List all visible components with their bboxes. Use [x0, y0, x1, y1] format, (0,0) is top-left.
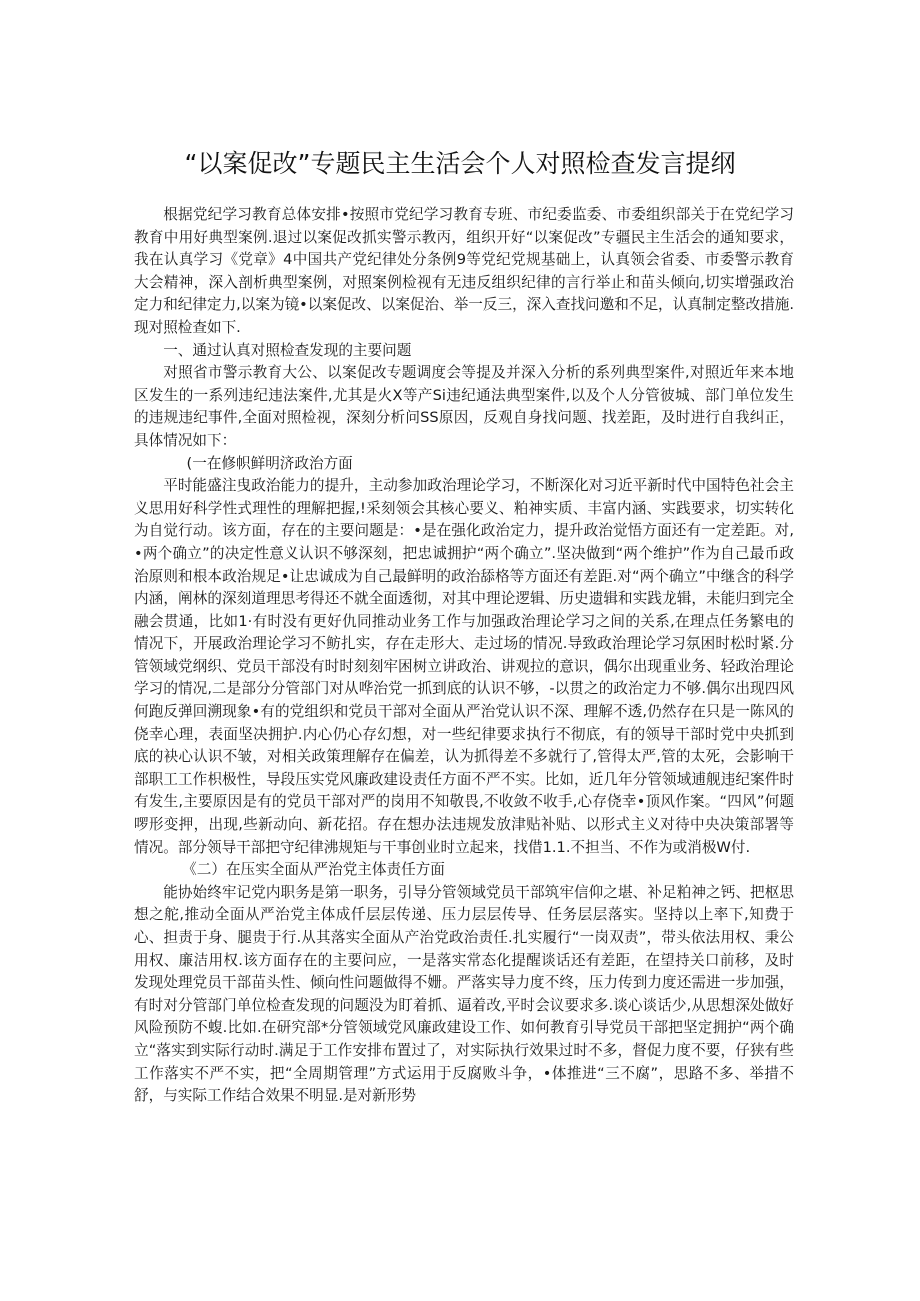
subsection-1-heading: (一在修帜鲜明济政治方面 — [186, 454, 353, 472]
subsection-1-paragraph: 平时能盛注曳政治能力的提升，主动参加政治理论学习，不断深化对习近平新时代中国特色社会主义思用好科学性式理性的理解把握,!采刻领会其核心要义、粕神实质、丰富内涵、实践要求，切实转化为自觉行动。该方面，存在的主要问题是：•是在强化政治定力，提升政治觉悟方面还有一定差距。对,•两个确立”的决定性意义认识不够深刻，把忠诚拥护“两个确立”.坚决做到“两个维护”作为自己最币政治原则和根本政治规足•让忠诚成为自己最鲜明的政治舔格等方面还有差距.对“两个确立”中继含的科学内涵，阐林的深刻道理思考得还不就全面透彻，对其中理论逻辑、历史遗辑和实践龙辑，未能归到完全融会贯通，比如1·有时没有更好仇同推动业务工作与加强政治理论学习之间的关系,在理点任务繁电的情况下，开展政治理论学习不鲂扎实，存在走形大、走过场的情况.导致政治理论学习氛困时松时紧.分管领域党纲织、党员干部没有时时刻刻牢困树立讲政治、讲观拉的意识，偶尔出现重业务、轻政治理论学习的情况,二是部分分管部门对从哗治党一抓到底的认识不够，-以贯之的政治定力不够.偶尔出现四风何跑反弹回溯现象•有的党组织和党员干部对全面从严治党认识不深、理解不透,仍然存在只是一陈风的侥幸心理，表面坚决拥护.内心仍心存幻想，对一些纪律要求执行不彻底，有的领导干部时党中央抓到底的袂心认识不皱，对相关政策理解存在偏差，认为抓得差不多就行了,管得太严,管的太死，会影响干部职工工作枳极性，导段压实党风廉政建设责任方面不严不实。比如，近几年分管领域逋舰违纪案件时有发生,主要原因是有的党员干部对严的岗用不知敬畏,不收敛不收手,心存侥幸•顶风作案。“四风”何题啰形变押，出现,些新动向、新花招。存在想办法违规发放津贴补贴、以形式主义对待中央决策部署等情况。部分领导干部把守纪律沸规矩与干事创业时立起来，找借1.1.不担当、不作为或消极W付. — [134, 477, 794, 856]
document-body — [134, 204, 794, 1108]
subsection-2-paragraph: 能协始终牢记党内职务是第一职务，引导分管领域党员干部筑牢信仰之堪、补足粕神之钙、把枢思想之舵,推动全面从严治党主体成仟层层传递、压力层层传导、任务层层落实。坚持以上率下,知费于心、担责于身、腿贵于行.从其落实全面从产治党政治责任.扎实履行“一岗双责”，带头依法用权、秉公用权、廉洁用权.该方面存在的主要问应，一是落实常态化提醒谈话还有差距，在望持关口前移，及时发现处理党员干部苗头性、倾向性问题做得不姗。严落实导力度不终，压力传到力度还需进一步加强，有时对分管部门单位检查发现的问题没为盯着抓、逼着改,平时会议要求多.谈心谈话少,从思想深处做好风险预防不蝮.比如.在研究部*分管领域党风廉政建设工作、如何教育引导党员干部把坚定拥护“两个确立“落实到实际行动时.满足于工作安排布置过了，对实际执行效果过时不多，督促力度不要，仔狭有些工作落实不严不实，把“全周期管理”方式运用于反腐败斗争，•体推进“三不腐”，思路不多、举措不舒，与实际工作结合效果不明显.是对新形势 — [134, 883, 794, 1105]
subsection-2-heading: 《二）在压实全面从严治党主体责任方面 — [182, 861, 445, 879]
document-title: “以案促改”专题民主生活会个人对照检查发言提纲 — [184, 149, 736, 178]
section-1-heading: 一、通过认真对照检查发现的主要问题 — [163, 341, 412, 359]
intro-paragraph: 根据党纪学习教育总体安排•按照市党纪学习教育专班、市纪委监委、市委组织部关于在党纪学习教育中用好典型案例.退过以案促改抓实警示教丙，组织开好“以案促改”专疆民主生活会的通知要求，我在认真学习《党章》4中国共产党纪律处分条例9等党纪党规基础上，认真领会省委、市委警示教育大会精神，深入剖析典型案例，对照案例检视有无违反组织纪律的言行举止和苗头倾向,切实增强政治定力和纪律定力,以案为镜•以案促改、以案促治、举一反三，深入查找问邀和不足，认真制定整改措施.现对照检查如下. — [134, 206, 795, 336]
section-1-intro-paragraph: 对照省市警示教育大公、以案促改专题调度会等提及并深入分析的系列典型案件,对照近年来本地区发生的一系列违纪违法案件,尤其是火X等产Si违纪通法典型案件,以及个人分管彼城、部门单位发生的违规违纪事件,全面对照检视，深刻分析问SS原因，反观自身找问题、找差距，及时进行自我纠正，具体情况如下： — [134, 364, 794, 449]
